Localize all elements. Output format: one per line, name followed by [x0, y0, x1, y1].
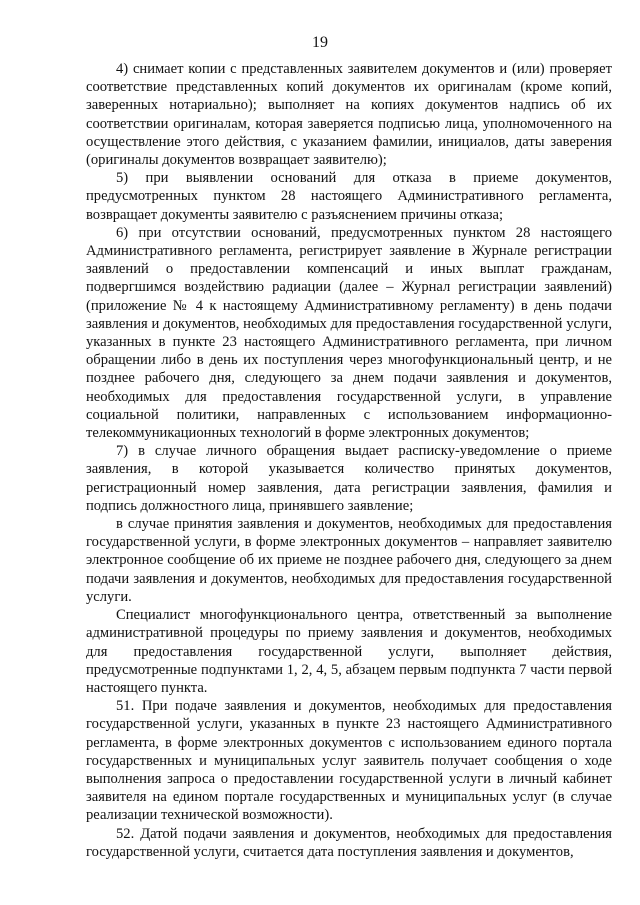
paragraph-51: 51. При подаче заявления и документов, необходимых для предоставления государственной услуги, указанных в пункте 23 настоящего Административного регламента, в форме электронных документов с использованием единого портала государственных и муниципальных услуг заявитель получает сообщения о ходе выполнения запроса о предоставлении государственной услуги в личный кабинет заявителя на едином портале государственных и муниципальных услуг (в случае реализации технической возможности). — [86, 698, 612, 824]
paragraph-item-5: 5) при выявлении оснований для отказа в приеме документов, предусмотренных пунктом 28 настоящего Административного регламента, возвращает документы заявителю с разъяснением причины отказа; — [86, 170, 612, 223]
paragraph-electronic-case: в случае принятия заявления и документов, необходимых для предоставления государственной услуги, в форме электронных документов – направляет заявителю электронное сообщение об их приеме не позднее рабочего дня, следующего за днем подачи заявления и документов, необходимых для предоставления государственной услуги. — [86, 516, 612, 605]
paragraph-52: 52. Датой подачи заявления и документов, необходимых для предоставления государственной услуги, считается дата поступления заявления и документов, — [86, 825, 612, 860]
paragraph-mfc-specialist: Специалист многофункционального центра, ответственный за выполнение административной процедуры по приему заявления и документов, необходимых для предоставления государственной услуги, выполняет действия, предусмотренные подпунктами 1, 2, 4, 5, абзацем первым подпункта 7 части первой настоящего пункта. — [86, 607, 612, 696]
document-body — [86, 60, 612, 861]
paragraph-item-4: 4) снимает копии с представленных заявителем документов и (или) проверяет соответствие представленных копий документов их оригиналам (кроме копий, заверенных нотариально); выполняет на копиях документов надпись об их соответствии оригиналам, которая заверяется подписью лица, уполномоченного на осуществление этого действия, с указанием фамилии, инициалов, даты заверения (оригиналы документов возвращает заявителю); — [86, 61, 612, 169]
paragraph-item-7: 7) в случае личного обращения выдает расписку-уведомление о приеме заявления, в которой указывается количество принятых документов, регистрационный номер заявления, дата регистрации заявления, фамилия и подпись должностного лица, принявшего заявление; — [86, 443, 612, 514]
paragraph-item-6: 6) при отсутствии оснований, предусмотренных пунктом 28 настоящего Административного регламента, регистрирует заявление в Журнале регистрации заявлений о предоставлении компенсаций и иных выплат гражданам, подвергшимся воздействию радиации (далее – Журнал регистрации заявлений) (приложение № 4 к настоящему Административному регламенту) в день подачи заявления и документов, необходимых для предоставления государственной услуги, указанных в пункте 23 настоящего Административного регламента, при личном обращении либо в день их поступления через многофункциональный центр, и не позднее рабочего дня, следующего за днем подачи заявления и документов, необходимых для предоставления государственной услуги, в управление социальной политики, направленных с использованием информационно-телекоммуникационных технологий в форме электронных документов; — [86, 224, 612, 442]
page-number: 19 — [312, 34, 328, 51]
